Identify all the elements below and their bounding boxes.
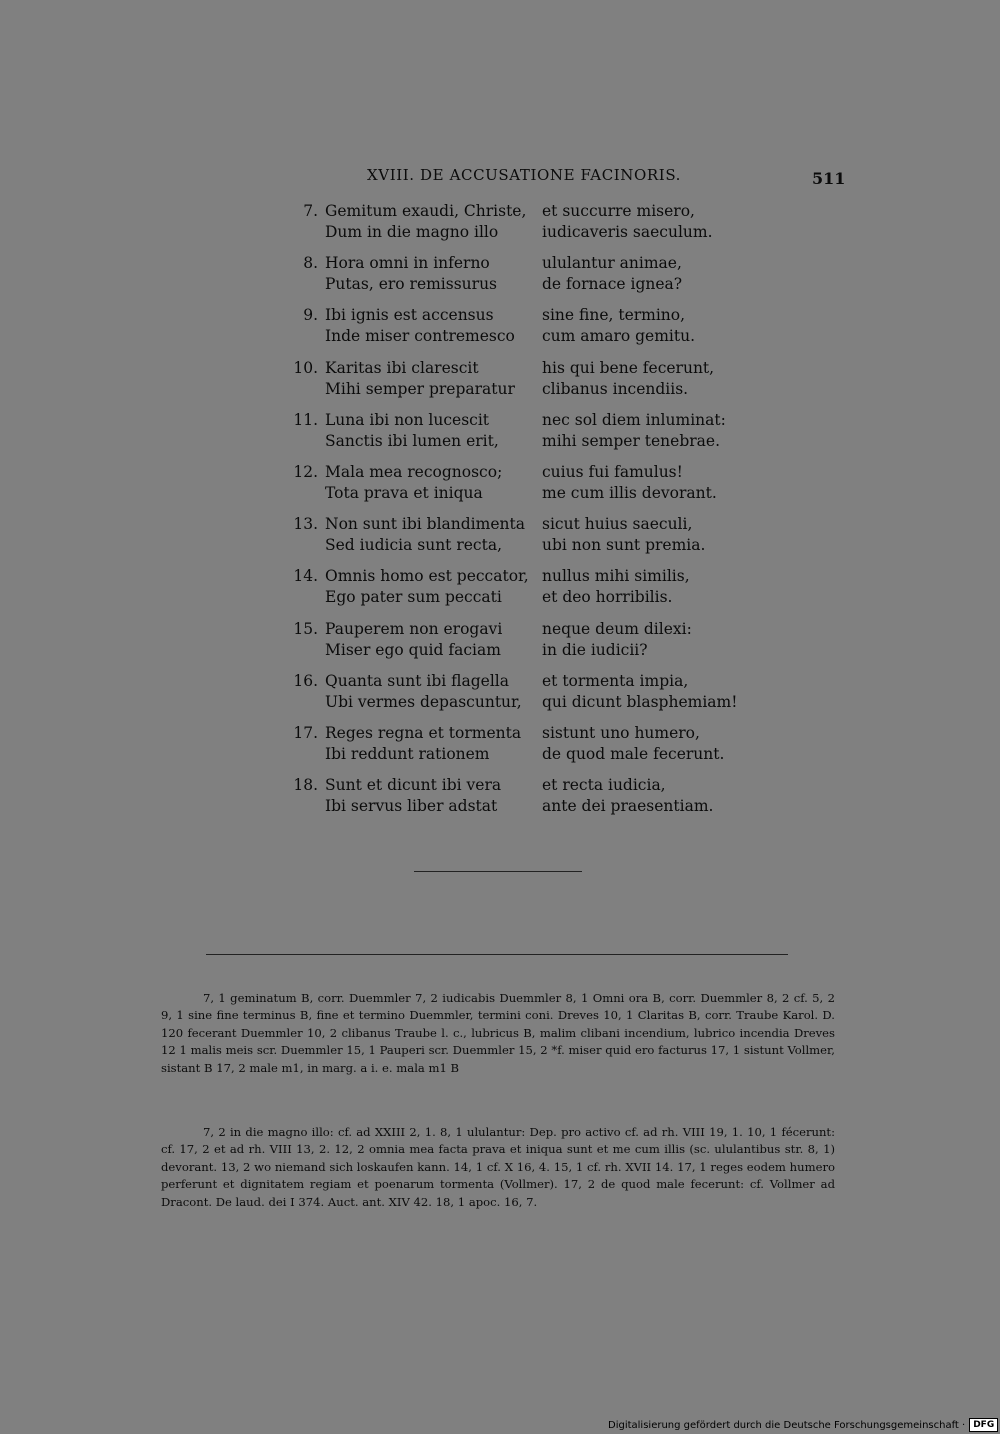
verse-line: ubi non sunt premia. xyxy=(542,536,706,555)
stanza xyxy=(280,672,760,724)
verse-line: de fornace ignea? xyxy=(542,275,683,294)
stanza-number: 10. xyxy=(293,358,318,377)
verse-line: iudicaveris saeculum. xyxy=(542,223,713,241)
verse-line: mihi semper tenebrae. xyxy=(542,431,721,450)
verse-line: Mala mea recognosco; xyxy=(325,462,503,481)
verse-line: Dum in die magno illo xyxy=(325,223,499,241)
verse-line: Pauperem non erogavi xyxy=(325,619,503,638)
stanza-number: 7. xyxy=(303,202,318,220)
stanza xyxy=(280,776,760,828)
verse-line: et tormenta impia, xyxy=(542,671,689,690)
verse-line: Sunt et dicunt ibi vera xyxy=(325,776,502,795)
verse-line: Ego pater sum peccati xyxy=(325,588,502,607)
verse-line: Tota prava et iniqua xyxy=(325,483,483,502)
critical-apparatus-text: 7, 1 geminatum B, corr. Duemmler 7, 2 iudicabis Duemmler 8, 1 Omni ora B, corr. Duemmler 8, 2 cf. 5, 2 9, 1 sine fine terminus B, fine et termino Duemmler, termini coni. Dreves 10, 1 Claritas B, corr. Traube Karol. D. 120 fecerant Duemmler 10, 2 clibanus Traube l. c., lubricus B, malim clibani incendium, lubrico incendia Dreves 12 1 malis meis scr. Duemmler 15, 1 Pauperi scr. Duemmler 15, 2 *f. miser quid ero facturus 17, 1 sistunt Vollmer, sistant B 17, 2 male m1, in marg. a i. e. mala m1 B xyxy=(161,991,835,1075)
verse-line: neque deum dilexi: xyxy=(542,619,692,638)
stanza xyxy=(280,359,760,411)
stanza-number: 16. xyxy=(293,671,318,690)
verse-line: Mihi semper preparatur xyxy=(325,379,515,398)
source-apparatus-text: 7, 2 in die magno illo: cf. ad XXIII 2, 1. 8, 1 ululantur: Dep. pro activo cf. ad rh. VIII 19, 1. 10, 1 fécerunt: cf. 17, 2 et ad rh. VIII 13, 2. 12, 2 omnia mea facta prava et iniqua sunt et me cum illis (sc. ululantibus str. 8, 1) devorant. 13, 2 wo niemand sich loskaufen kann. 14, 1 cf. X 16, 4. 15, 1 cf. rh. XVII 14. 17, 1 reges eodem humero perferunt et dignitatem regiam et poenarum tormenta (Vollmer). 17, 2 de quod male fecerunt: cf. Vollmer ad Dracont. De laud. dei I 374. Auct. ant. XIV 42. 18, 1 apoc. 16, 7. xyxy=(161,1125,835,1209)
verse-line: Omnis homo est peccator, xyxy=(325,567,529,586)
verse-line: et recta iudicia, xyxy=(542,776,666,795)
verse-line: Karitas ibi clarescit xyxy=(325,358,479,377)
stanza xyxy=(280,254,760,306)
verse-line: Sanctis ibi lumen erit, xyxy=(325,431,499,450)
digitization-credit xyxy=(608,1418,998,1432)
verse-line: in die iudicii? xyxy=(542,640,648,659)
verse-line: clibanus incendiis. xyxy=(542,379,689,398)
verse-line: Luna ibi non lucescit xyxy=(325,410,490,429)
verse-line: me cum illis devorant. xyxy=(542,483,717,502)
stanza-number: 11. xyxy=(293,410,318,429)
verse-line: sicut huius saeculi, xyxy=(542,515,693,534)
verse-line: Ibi reddunt rationem xyxy=(325,744,490,763)
stanza xyxy=(280,620,760,672)
stanza-number: 17. xyxy=(293,723,318,742)
verse-line: Inde miser contremesco xyxy=(325,327,515,346)
verse-line: Reges regna et tormenta xyxy=(325,723,522,742)
verse-line: Non sunt ibi blandimenta xyxy=(325,515,525,534)
verse-line: sistunt uno humero, xyxy=(542,723,700,742)
stanza xyxy=(280,515,760,567)
stanza xyxy=(280,202,760,254)
verse-line: sine fine, termino, xyxy=(542,306,686,325)
verse-line: Putas, ero remissurus xyxy=(325,275,498,294)
verse-line: Sed iudicia sunt recta, xyxy=(325,536,503,555)
verse-line: ululantur animae, xyxy=(542,254,682,273)
verse-line: et deo horribilis. xyxy=(542,588,673,607)
verse-line: Miser ego quid faciam xyxy=(325,640,501,659)
running-title: XVIII. DE ACCUSATIONE FACINORIS. xyxy=(367,166,682,184)
verse-line: his qui bene fecerunt, xyxy=(542,358,715,377)
verse-line: qui dicunt blasphemiam! xyxy=(542,692,738,711)
verse-line: Ibi servus liber adstat xyxy=(325,797,498,816)
stanza xyxy=(280,567,760,619)
verse-line: cuius fui famulus! xyxy=(542,462,683,481)
verse-line: de quod male fecerunt. xyxy=(542,744,725,763)
verse-line: Hora omni in inferno xyxy=(325,254,490,273)
critical-apparatus xyxy=(161,990,835,1077)
verse-line: Ubi vermes depascuntur, xyxy=(325,692,522,711)
stanza-number: 13. xyxy=(293,515,318,534)
dfg-logo-icon: DFG xyxy=(969,1418,998,1432)
verse-line: et succurre misero, xyxy=(542,202,695,220)
verse-line: nullus mihi similis, xyxy=(542,567,690,586)
section-divider xyxy=(414,871,582,872)
verse-line: cum amaro gemitu. xyxy=(542,327,696,346)
credit-text: Digitalisierung gefördert durch die Deutsche Forschungsgemeinschaft · xyxy=(608,1419,966,1431)
stanza-number: 14. xyxy=(293,567,318,586)
stanza-number: 18. xyxy=(293,776,318,795)
stanza xyxy=(280,411,760,463)
stanza xyxy=(280,306,760,358)
verse-line: nec sol diem inluminat: xyxy=(542,410,726,429)
stanza xyxy=(280,724,760,776)
stanza xyxy=(280,463,760,515)
page-number: 511 xyxy=(812,169,846,188)
verse-line: ante dei praesentiam. xyxy=(542,797,714,816)
stanza-number: 15. xyxy=(293,619,318,638)
footnote-divider xyxy=(206,954,788,955)
verse-line: Quanta sunt ibi flagella xyxy=(325,671,509,690)
poem-stanzas xyxy=(280,202,760,828)
stanza-number: 8. xyxy=(303,254,318,273)
verse-line: Ibi ignis est accensus xyxy=(325,306,494,325)
source-apparatus xyxy=(161,1124,835,1211)
stanza-number: 12. xyxy=(293,462,318,481)
stanza-number: 9. xyxy=(303,306,318,325)
verse-line: Gemitum exaudi, Christe, xyxy=(325,202,527,220)
